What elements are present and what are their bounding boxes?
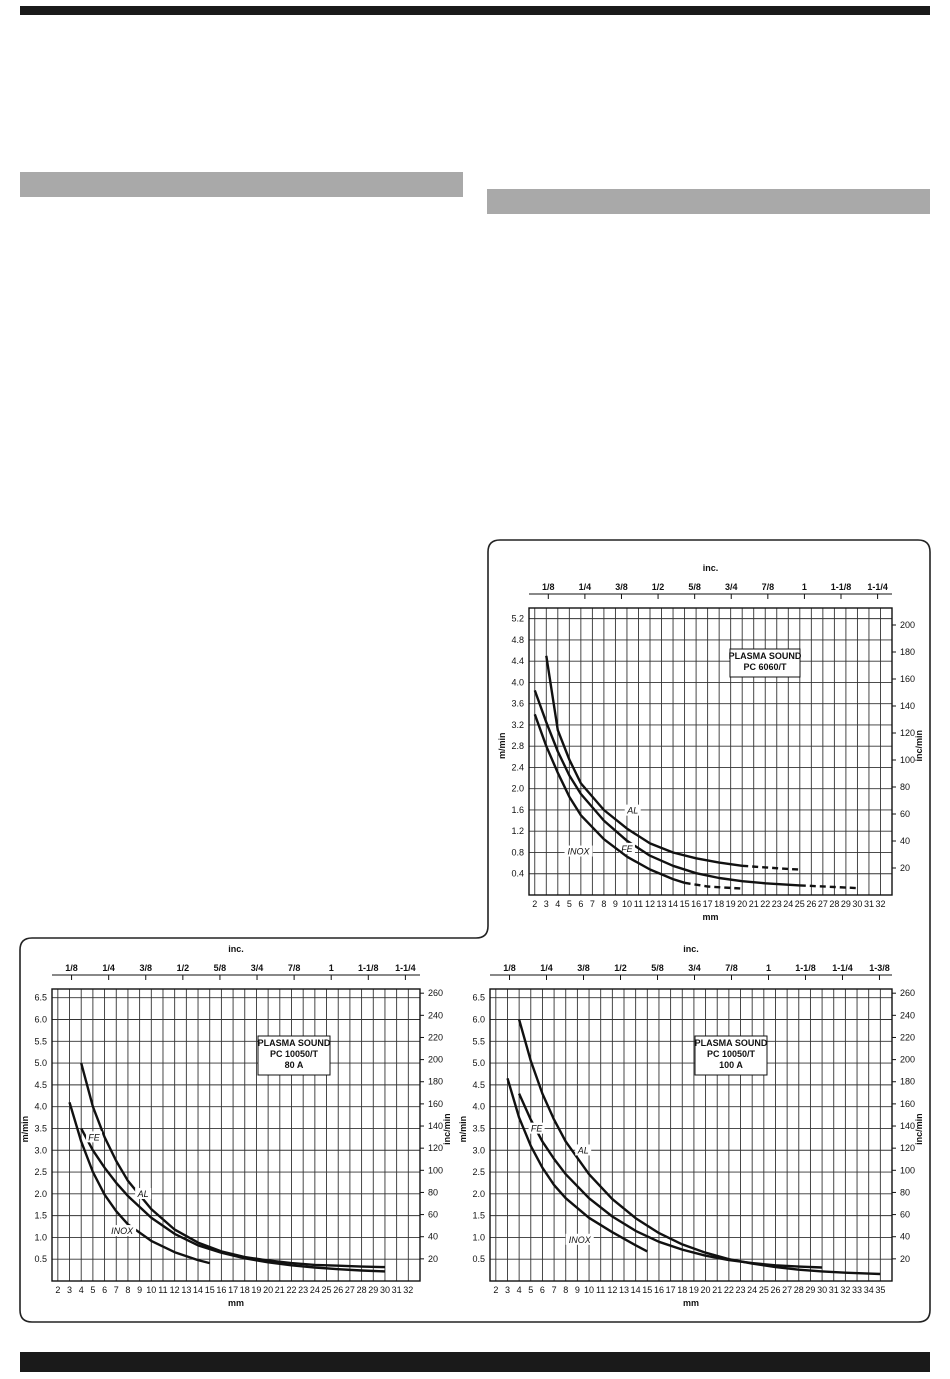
y-tick-label: 6.5 bbox=[34, 992, 47, 1003]
y-tick-label: 5.5 bbox=[472, 1036, 485, 1047]
y2-tick-label: 160 bbox=[900, 674, 916, 685]
series-label-al: AL bbox=[137, 1189, 149, 1200]
series-label-inox: INOX bbox=[568, 1234, 591, 1245]
inch-tick-label: 1/2 bbox=[651, 582, 665, 592]
inch-tick-label: 1 bbox=[801, 582, 807, 592]
y2-tick-label: 200 bbox=[900, 620, 916, 631]
x-tick-label: 10 bbox=[146, 1285, 157, 1295]
x-tick-label: 34 bbox=[863, 1285, 874, 1295]
x-tick-label: 14 bbox=[630, 1285, 641, 1295]
x-tick-label: 8 bbox=[601, 899, 607, 909]
inch-tick-label: 3/4 bbox=[688, 963, 701, 973]
inch-tick-label: 1-1/4 bbox=[832, 963, 853, 973]
y2-tick-label: 220 bbox=[428, 1032, 444, 1043]
y-tick-label: 3.2 bbox=[511, 719, 524, 730]
inch-tick-label: 3/8 bbox=[139, 963, 153, 973]
x-tick-label: 32 bbox=[840, 1285, 851, 1295]
y2-tick-label: 180 bbox=[900, 647, 916, 658]
inch-tick-label: 1/2 bbox=[176, 963, 190, 973]
y2-tick-label: 80 bbox=[428, 1187, 439, 1198]
y2-axis-label: inc/min bbox=[442, 1113, 452, 1145]
y2-tick-label: 80 bbox=[900, 782, 911, 793]
y-tick-label: 1.0 bbox=[472, 1232, 485, 1243]
x-tick-label: 26 bbox=[333, 1285, 344, 1295]
x-tick-label: 24 bbox=[309, 1285, 320, 1295]
inch-tick-label: 5/8 bbox=[688, 582, 701, 592]
x-tick-label: 29 bbox=[840, 899, 851, 909]
inch-tick-label: 1-1/8 bbox=[795, 963, 816, 973]
x-tick-label: 25 bbox=[794, 899, 805, 909]
chart-title-line: PLASMA SOUND bbox=[257, 1038, 331, 1048]
y-tick-label: 3.5 bbox=[472, 1123, 485, 1134]
x-tick-label: 13 bbox=[618, 1285, 630, 1295]
inch-tick-label: 1/4 bbox=[540, 963, 553, 973]
x-tick-label: 3 bbox=[504, 1285, 510, 1295]
y-tick-label: 2.5 bbox=[472, 1167, 485, 1178]
x-tick-label: 32 bbox=[403, 1285, 414, 1295]
x-tick-label: 7 bbox=[589, 899, 595, 909]
y-tick-label: 0.4 bbox=[511, 868, 524, 879]
y2-tick-label: 100 bbox=[900, 755, 916, 766]
y-tick-label: 2.5 bbox=[34, 1167, 47, 1178]
series-label-fe: FE bbox=[88, 1132, 100, 1143]
x-tick-label: 13 bbox=[181, 1285, 192, 1295]
y-tick-label: 2.8 bbox=[511, 741, 524, 752]
y-tick-label: 2.0 bbox=[511, 783, 524, 794]
inch-tick-label: 1/8 bbox=[542, 582, 555, 592]
x-tick-label: 16 bbox=[216, 1285, 227, 1295]
top-axis-label: inc. bbox=[683, 944, 699, 954]
x-tick-label: 28 bbox=[793, 1285, 804, 1295]
chart-title-line: PC 6060/T bbox=[743, 662, 787, 672]
y-tick-label: 3.0 bbox=[34, 1145, 47, 1156]
x-tick-label: 9 bbox=[574, 1285, 580, 1295]
y2-tick-label: 200 bbox=[900, 1054, 916, 1065]
y-tick-label: 1.2 bbox=[511, 826, 524, 837]
y2-tick-label: 20 bbox=[900, 863, 911, 874]
inch-tick-label: 1 bbox=[765, 963, 771, 973]
inch-tick-label: 3/8 bbox=[577, 963, 590, 973]
x-tick-label: 4 bbox=[555, 899, 561, 909]
y-tick-label: 4.0 bbox=[472, 1101, 485, 1112]
inch-tick-label: 1-3/8 bbox=[869, 963, 890, 973]
x-tick-label: 5 bbox=[566, 899, 572, 909]
x-tick-label: 30 bbox=[817, 1285, 828, 1295]
y2-tick-label: 40 bbox=[428, 1231, 439, 1242]
x-tick-label: 29 bbox=[805, 1285, 816, 1295]
bottom-rule bbox=[20, 1352, 930, 1372]
inch-tick-label: 5/8 bbox=[213, 963, 227, 973]
y2-tick-label: 60 bbox=[900, 1209, 911, 1220]
inch-tick-label: 3/4 bbox=[250, 963, 264, 973]
y2-tick-label: 80 bbox=[900, 1187, 911, 1198]
y2-tick-label: 200 bbox=[428, 1054, 444, 1065]
inch-tick-label: 1-1/8 bbox=[830, 582, 852, 592]
x-tick-label: 21 bbox=[748, 899, 759, 909]
x-tick-label: 16 bbox=[653, 1285, 664, 1295]
inch-tick-label: 3/8 bbox=[615, 582, 628, 592]
x-tick-label: 12 bbox=[644, 899, 656, 909]
series-dashed-inox bbox=[685, 883, 743, 889]
x-tick-label: 2 bbox=[532, 899, 538, 909]
x-tick-label: 17 bbox=[228, 1285, 239, 1295]
x-tick-label: 4 bbox=[78, 1285, 84, 1295]
inch-tick-label: 1-1/8 bbox=[358, 963, 379, 973]
x-tick-label: 11 bbox=[633, 899, 644, 909]
y-tick-label: 4.0 bbox=[511, 677, 524, 688]
x-tick-label: 22 bbox=[723, 1285, 734, 1295]
y-tick-label: 3.6 bbox=[511, 698, 524, 709]
y-tick-label: 2.4 bbox=[511, 762, 524, 773]
x-tick-label: 2 bbox=[493, 1285, 499, 1295]
chart-title-line: PLASMA SOUND bbox=[728, 651, 802, 661]
x-tick-label: 7 bbox=[113, 1285, 119, 1295]
inch-tick-label: 1/8 bbox=[503, 963, 516, 973]
y2-tick-label: 140 bbox=[900, 1121, 916, 1132]
x-tick-label: 11 bbox=[158, 1285, 168, 1295]
x-tick-label: 23 bbox=[771, 899, 782, 909]
x-tick-label: 21 bbox=[712, 1285, 723, 1295]
series-line-al bbox=[546, 656, 742, 866]
x-tick-label: 15 bbox=[679, 899, 690, 909]
x-tick-label: 18 bbox=[714, 899, 725, 909]
x-tick-label: 7 bbox=[551, 1285, 557, 1295]
x-tick-label: 27 bbox=[817, 899, 828, 909]
x-tick-label: 18 bbox=[239, 1285, 250, 1295]
top-axis-label: inc. bbox=[228, 944, 244, 954]
chart-title-line: 100 A bbox=[719, 1060, 743, 1070]
x-tick-label: 19 bbox=[725, 899, 736, 909]
x-tick-label: 2 bbox=[55, 1285, 61, 1295]
x-tick-label: 31 bbox=[828, 1285, 839, 1295]
x-tick-label: 30 bbox=[852, 899, 863, 909]
top-axis-label: inc. bbox=[702, 563, 719, 573]
x-tick-label: 12 bbox=[607, 1285, 618, 1295]
y-tick-label: 1.5 bbox=[472, 1210, 485, 1221]
y-axis-label: m/min bbox=[458, 1115, 468, 1143]
y2-tick-label: 40 bbox=[900, 1231, 911, 1242]
y2-tick-label: 180 bbox=[900, 1076, 916, 1087]
x-axis-label: mm bbox=[702, 912, 719, 922]
x-tick-label: 15 bbox=[642, 1285, 653, 1295]
chart-title-line: PC 10050/T bbox=[269, 1049, 319, 1059]
y-tick-label: 4.5 bbox=[34, 1079, 47, 1090]
x-tick-label: 28 bbox=[356, 1285, 367, 1295]
x-tick-label: 12 bbox=[169, 1285, 180, 1295]
x-tick-label: 28 bbox=[829, 899, 840, 909]
y2-tick-label: 220 bbox=[900, 1032, 916, 1043]
chart-title-line: PC 10050/T bbox=[706, 1049, 756, 1059]
x-tick-label: 22 bbox=[760, 899, 771, 909]
y-tick-label: 1.5 bbox=[34, 1210, 47, 1221]
y2-tick-label: 120 bbox=[900, 728, 916, 739]
y-tick-label: 3.5 bbox=[34, 1123, 47, 1134]
series-label-al: AL bbox=[627, 805, 639, 816]
y-tick-label: 2.0 bbox=[472, 1188, 485, 1199]
x-tick-label: 25 bbox=[758, 1285, 769, 1295]
x-tick-label: 5 bbox=[90, 1285, 96, 1295]
y-tick-label: 4.8 bbox=[511, 634, 524, 645]
series-dashed-fe bbox=[800, 885, 858, 888]
x-tick-label: 18 bbox=[677, 1285, 688, 1295]
x-tick-label: 6 bbox=[102, 1285, 108, 1295]
x-tick-label: 20 bbox=[737, 899, 748, 909]
y-tick-label: 0.5 bbox=[472, 1254, 485, 1265]
chart-title-line: PLASMA SOUND bbox=[694, 1038, 768, 1048]
x-tick-label: 4 bbox=[516, 1285, 522, 1295]
series-label-al: AL bbox=[577, 1145, 589, 1156]
x-tick-label: 10 bbox=[621, 899, 632, 909]
y2-tick-label: 260 bbox=[900, 988, 916, 999]
x-tick-label: 13 bbox=[656, 899, 667, 909]
y2-tick-label: 100 bbox=[900, 1165, 916, 1176]
x-tick-label: 27 bbox=[344, 1285, 355, 1295]
x-tick-label: 29 bbox=[368, 1285, 379, 1295]
series-label-fe: FE bbox=[530, 1123, 543, 1134]
x-tick-label: 27 bbox=[782, 1285, 793, 1295]
x-tick-label: 35 bbox=[875, 1285, 886, 1295]
y-axis-label: m/min bbox=[20, 1115, 30, 1143]
x-axis-label: mm bbox=[227, 1298, 245, 1308]
x-tick-label: 23 bbox=[735, 1285, 746, 1295]
x-tick-label: 19 bbox=[251, 1285, 262, 1295]
y-tick-label: 4.0 bbox=[34, 1101, 47, 1112]
inch-tick-label: 7/8 bbox=[287, 963, 301, 973]
x-tick-label: 33 bbox=[852, 1285, 863, 1295]
y-tick-label: 6.0 bbox=[34, 1014, 47, 1025]
x-tick-label: 8 bbox=[563, 1285, 569, 1295]
y2-tick-label: 140 bbox=[428, 1121, 444, 1132]
x-tick-label: 21 bbox=[274, 1285, 285, 1295]
inch-tick-label: 1/2 bbox=[614, 963, 627, 973]
y2-tick-label: 160 bbox=[900, 1098, 916, 1109]
x-tick-label: 23 bbox=[298, 1285, 309, 1295]
x-tick-label: 24 bbox=[747, 1285, 758, 1295]
y2-tick-label: 100 bbox=[428, 1165, 444, 1176]
x-tick-label: 6 bbox=[539, 1285, 545, 1295]
y2-tick-label: 160 bbox=[428, 1098, 444, 1109]
y2-tick-label: 40 bbox=[900, 836, 911, 847]
y-tick-label: 6.5 bbox=[472, 992, 485, 1003]
chart-pc10050-80a bbox=[20, 944, 452, 1308]
x-tick-label: 14 bbox=[193, 1285, 204, 1295]
y2-tick-label: 180 bbox=[428, 1076, 444, 1087]
inch-tick-label: 1/4 bbox=[578, 582, 592, 592]
x-tick-label: 30 bbox=[379, 1285, 390, 1295]
inch-tick-label: 1/4 bbox=[102, 963, 115, 973]
inch-tick-label: 1-1/4 bbox=[867, 582, 888, 592]
y-tick-label: 4.4 bbox=[511, 656, 524, 667]
y-tick-label: 5.5 bbox=[34, 1036, 47, 1047]
y-tick-label: 5.2 bbox=[511, 613, 524, 624]
x-tick-label: 9 bbox=[137, 1285, 143, 1295]
x-tick-label: 20 bbox=[700, 1285, 711, 1295]
y-tick-label: 5.0 bbox=[34, 1058, 47, 1069]
y2-axis-label: inc/min bbox=[914, 730, 924, 762]
x-tick-label: 8 bbox=[125, 1285, 131, 1295]
y-axis-label: m/min bbox=[497, 732, 507, 760]
y-tick-label: 2.0 bbox=[34, 1188, 47, 1199]
y-tick-label: 4.5 bbox=[472, 1079, 485, 1090]
y-tick-label: 0.5 bbox=[34, 1254, 47, 1265]
x-tick-label: 5 bbox=[528, 1285, 534, 1295]
x-tick-label: 26 bbox=[770, 1285, 781, 1295]
series-label-inox: INOX bbox=[567, 846, 590, 857]
x-tick-label: 26 bbox=[806, 899, 817, 909]
y-tick-label: 6.0 bbox=[472, 1014, 485, 1025]
x-axis-label: mm bbox=[682, 1298, 700, 1308]
x-tick-label: 16 bbox=[691, 899, 702, 909]
chart-pc6060 bbox=[497, 563, 924, 922]
x-tick-label: 3 bbox=[67, 1285, 73, 1295]
series-line-inox bbox=[535, 714, 685, 883]
x-tick-label: 24 bbox=[783, 899, 794, 909]
y2-tick-label: 140 bbox=[900, 701, 916, 712]
y2-tick-label: 240 bbox=[428, 1010, 444, 1021]
inch-tick-label: 7/8 bbox=[761, 582, 775, 592]
x-tick-label: 25 bbox=[321, 1285, 332, 1295]
y-tick-label: 1.0 bbox=[34, 1232, 47, 1243]
x-tick-label: 17 bbox=[702, 899, 713, 909]
x-tick-label: 10 bbox=[584, 1285, 595, 1295]
x-tick-label: 3 bbox=[543, 899, 549, 909]
y2-tick-label: 60 bbox=[900, 809, 911, 820]
y-tick-label: 1.6 bbox=[511, 804, 524, 815]
x-tick-label: 32 bbox=[875, 899, 886, 909]
inch-tick-label: 1-1/4 bbox=[395, 963, 416, 973]
x-tick-label: 9 bbox=[612, 899, 618, 909]
x-tick-label: 19 bbox=[688, 1285, 699, 1295]
y2-tick-label: 60 bbox=[428, 1209, 439, 1220]
y-tick-label: 0.8 bbox=[511, 847, 524, 858]
x-tick-label: 31 bbox=[391, 1285, 402, 1295]
inch-tick-label: 3/4 bbox=[724, 582, 738, 592]
y2-axis-label: inc/min bbox=[914, 1113, 924, 1145]
inch-tick-label: 5/8 bbox=[651, 963, 664, 973]
y2-tick-label: 120 bbox=[900, 1143, 916, 1154]
inch-tick-label: 1/8 bbox=[65, 963, 78, 973]
y2-tick-label: 120 bbox=[428, 1143, 444, 1154]
x-tick-label: 6 bbox=[578, 899, 584, 909]
y-tick-label: 3.0 bbox=[472, 1145, 485, 1156]
x-tick-label: 31 bbox=[863, 899, 874, 909]
series-label-inox: INOX bbox=[111, 1226, 134, 1237]
inch-tick-label: 1 bbox=[328, 963, 334, 973]
x-tick-label: 17 bbox=[665, 1285, 676, 1295]
y2-tick-label: 260 bbox=[428, 988, 444, 999]
chart-title-line: 80 A bbox=[284, 1060, 304, 1070]
series-label-fe: FE bbox=[621, 843, 633, 854]
x-tick-label: 20 bbox=[263, 1285, 274, 1295]
y-tick-label: 5.0 bbox=[472, 1058, 485, 1069]
y2-tick-label: 20 bbox=[900, 1253, 911, 1264]
chart-pc10050-100a bbox=[458, 944, 924, 1308]
inch-tick-label: 7/8 bbox=[725, 963, 738, 973]
x-tick-label: 14 bbox=[668, 899, 679, 909]
x-tick-label: 11 bbox=[596, 1285, 606, 1295]
series-dashed-al bbox=[742, 866, 800, 870]
x-tick-label: 15 bbox=[204, 1285, 215, 1295]
x-tick-label: 22 bbox=[286, 1285, 297, 1295]
y2-tick-label: 240 bbox=[900, 1010, 916, 1021]
y2-tick-label: 20 bbox=[428, 1253, 439, 1264]
